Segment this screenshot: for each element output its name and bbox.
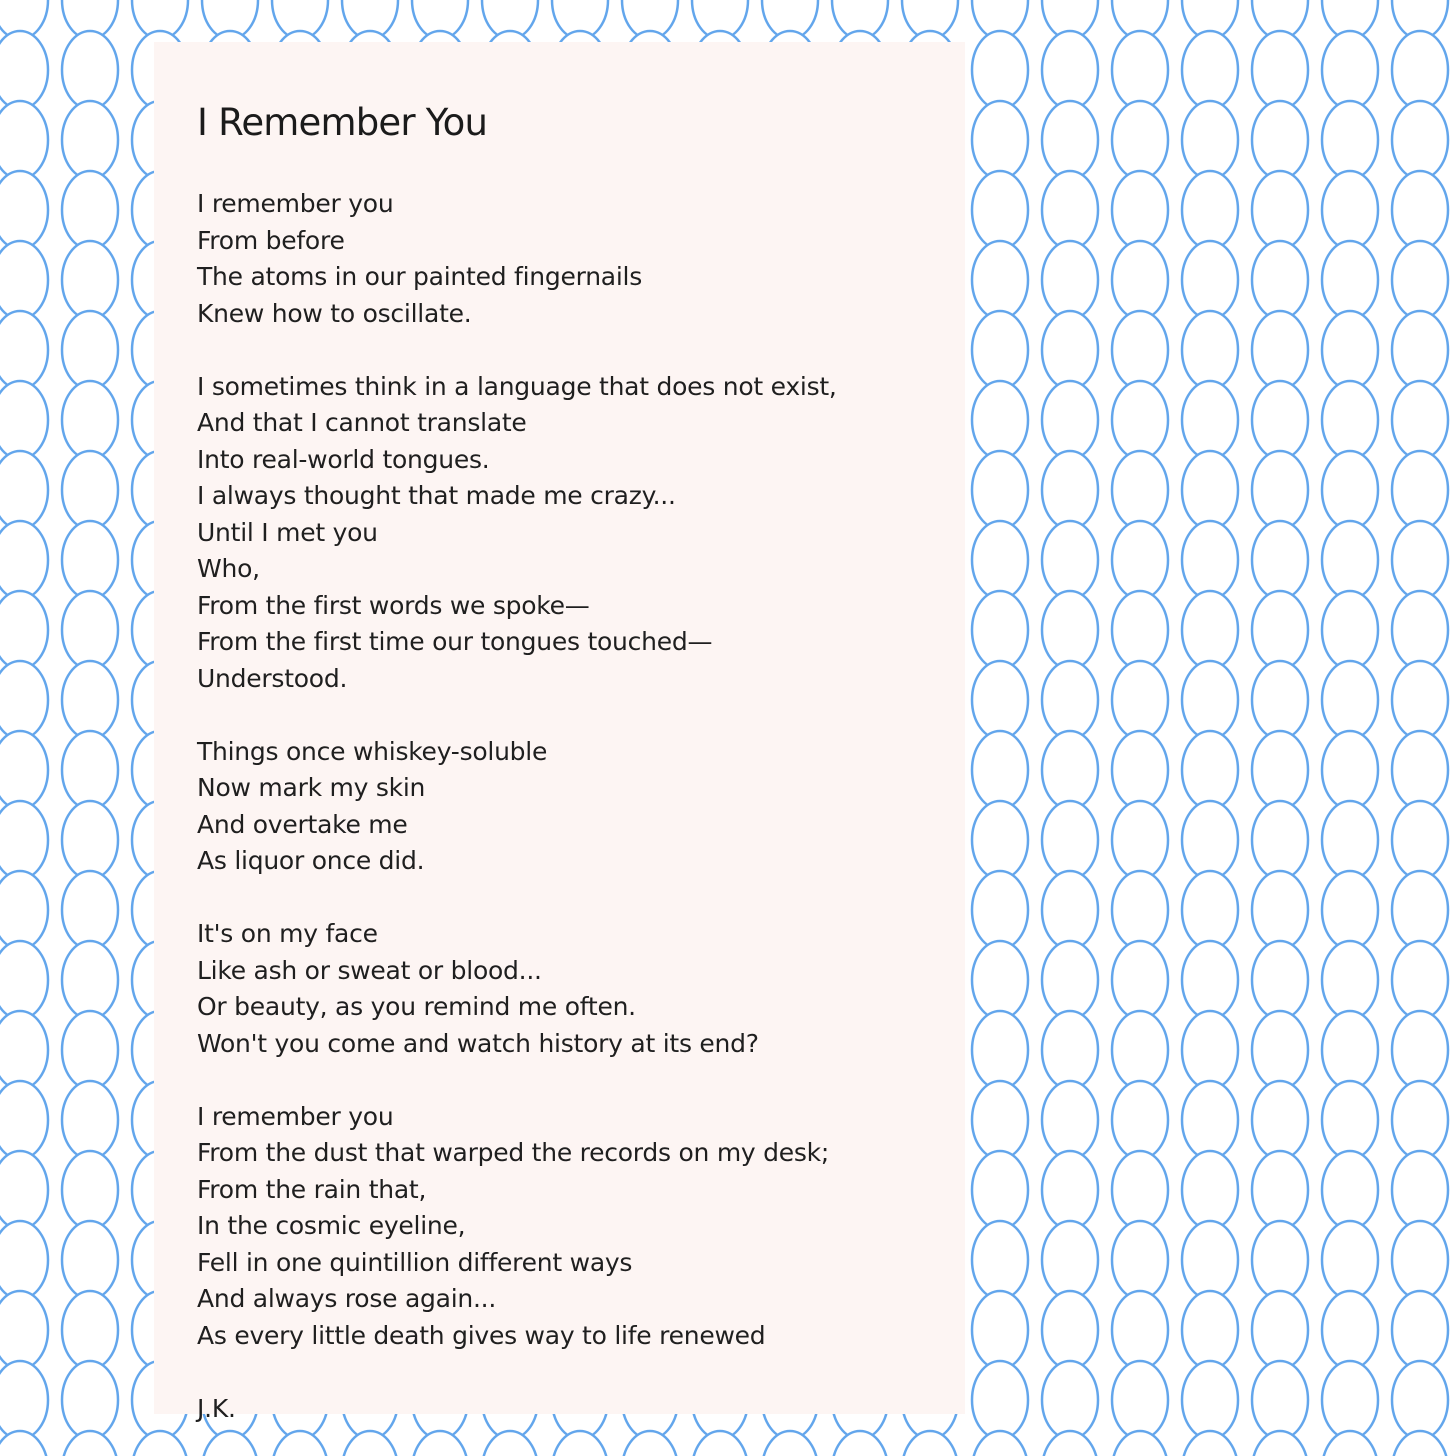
poem-body bbox=[197, 186, 965, 1391]
poem-line: I remember you bbox=[197, 189, 394, 218]
poem-line: From the first words we spoke— bbox=[197, 590, 590, 620]
poem-line: Into real-world tongues. bbox=[197, 444, 490, 474]
poem-line: Now mark my skin bbox=[197, 773, 426, 802]
stanza bbox=[197, 916, 965, 1062]
stanza bbox=[197, 734, 965, 880]
poem-line: And overtake me bbox=[197, 809, 408, 839]
poem-line: Knew how to oscillate. bbox=[197, 298, 472, 328]
stanza-gap bbox=[197, 697, 965, 734]
poem-line: The atoms in our painted fingernails bbox=[197, 262, 643, 291]
poem-card bbox=[154, 42, 965, 1423]
stanza bbox=[197, 1099, 965, 1355]
poem-line: From the first time our tongues touched— bbox=[197, 627, 713, 656]
poem-line: I remember you bbox=[197, 1101, 394, 1131]
poem-line: Understood. bbox=[197, 663, 348, 693]
stanza-gap bbox=[197, 880, 965, 917]
stanza bbox=[197, 186, 965, 332]
poem-line: From before bbox=[197, 225, 345, 255]
poem-line: In the cosmic eyeline, bbox=[197, 1211, 466, 1240]
poem-line: And always rose again... bbox=[197, 1284, 497, 1313]
stanza bbox=[197, 369, 965, 698]
poem-line: It's on my face bbox=[197, 919, 378, 948]
stanza-gap bbox=[197, 332, 965, 369]
poem-line: And that I cannot translate bbox=[197, 408, 527, 437]
poem-line: From the rain that, bbox=[197, 1174, 427, 1204]
poem-title: I Remember You bbox=[197, 101, 488, 144]
poem-line: I sometimes think in a language that does not exist, bbox=[197, 371, 837, 401]
poem-line: Or beauty, as you remind me often. bbox=[197, 992, 636, 1021]
poem-line: Like ash or sweat or blood... bbox=[197, 955, 542, 985]
stanza-gap bbox=[197, 1354, 965, 1391]
poem-line: Who, bbox=[197, 554, 260, 583]
poem-line: From the dust that warped the records on my desk; bbox=[197, 1138, 830, 1167]
stanza-gap bbox=[197, 1062, 965, 1099]
poem-signature: J.K. bbox=[197, 1393, 236, 1423]
poem-line: Won't you come and watch history at its end? bbox=[197, 1028, 759, 1058]
poem-line: I always thought that made me crazy... bbox=[197, 481, 676, 510]
poem-line: As liquor once did. bbox=[197, 846, 425, 875]
poem-line: Things once whiskey-soluble bbox=[197, 736, 548, 766]
poem-line: Fell in one quintillion different ways bbox=[197, 1247, 633, 1277]
poem-line: As every little death gives way to life renewed bbox=[197, 1320, 766, 1350]
poem-line: Until I met you bbox=[197, 517, 378, 547]
